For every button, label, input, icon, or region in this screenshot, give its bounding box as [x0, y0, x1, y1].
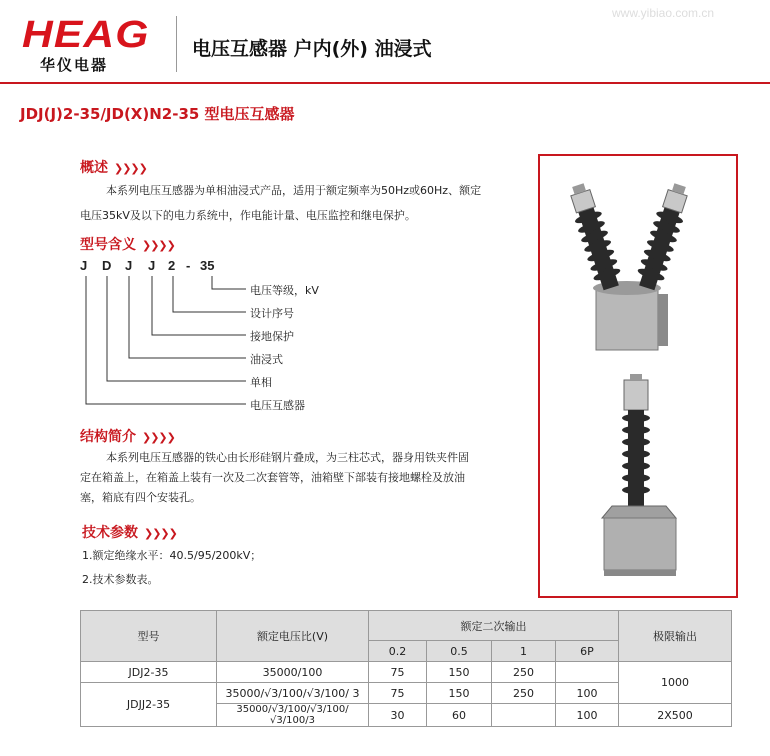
cell-model: JDJJ2-35 [81, 683, 217, 727]
cell-limit: 2X500 [619, 704, 732, 727]
chevrons-icon: ❯❯❯❯ [142, 239, 175, 252]
watermark: www.yibiao.com.cn [612, 6, 715, 20]
cell-value [492, 704, 556, 727]
transformer-photos [540, 156, 736, 596]
table-row [81, 662, 732, 683]
cell-value: 75 [369, 683, 427, 704]
cell-limit: 1000 [619, 662, 732, 704]
header-ratio: 额定电压比(V) [217, 611, 369, 662]
code-label-voltage: 电压等级，kV [250, 284, 319, 297]
cell-ratio: 35000/√3/100/√3/100/√3/100/3 [217, 704, 369, 727]
structure-heading-text: 结构简介 [80, 429, 136, 445]
chevrons-icon: ❯❯❯❯ [142, 431, 175, 444]
code-char: 2 [168, 258, 176, 273]
subheader-class: 0.5 [427, 641, 492, 662]
logo-wordmark: HEAG [22, 14, 150, 56]
code-label-single-phase: 单相 [250, 376, 272, 389]
tech-item-1: 1.额定绝缘水平：40.5/95/200kV； [82, 549, 262, 562]
subheader-class: 0.2 [369, 641, 427, 662]
subheader-class: 6P [556, 641, 619, 662]
cell-value: 100 [556, 704, 619, 727]
cell-value: 30 [369, 704, 427, 727]
code-char: J [80, 258, 88, 273]
structure-line-3: 塞，箱底有四个安装孔。 [80, 491, 201, 504]
code-char: J [125, 258, 133, 273]
code-char: J [148, 258, 156, 273]
tech-heading-text: 技术参数 [82, 525, 138, 541]
code-label-grounding: 接地保护 [250, 330, 294, 343]
structure-line-1: 本系列电压互感器的铁心由长形硅钢片叠成，为三柱芯式，器身用铁夹件固 [106, 451, 469, 464]
cell-value: 100 [556, 683, 619, 704]
cell-value: 150 [427, 683, 492, 704]
cell-model: JDJ2-35 [81, 662, 217, 683]
header-model: 型号 [81, 611, 217, 662]
header-limit-output: 极限输出 [619, 611, 732, 662]
chevrons-icon: ❯❯❯❯ [114, 162, 147, 175]
code-char: D [102, 258, 112, 273]
header-secondary-output: 额定二次输出 [369, 611, 619, 641]
tech-item-2: 2.技术参数表。 [82, 573, 159, 586]
code-label-oil: 油浸式 [250, 353, 283, 366]
overview-line-1: 本系列电压互感器为单相油浸式产品，适用于额定频率为50Hz或60Hz、额定 [106, 184, 482, 197]
double-bushing-transformer [565, 181, 694, 350]
cell-ratio: 35000/√3/100/√3/100/ 3 [217, 683, 369, 704]
structure-heading [80, 426, 175, 446]
overview-line-2: 电压35kV及以下的电力系统中，作电能计量、电压监控和继电保护。 [80, 209, 416, 222]
chevrons-icon: ❯❯❯❯ [144, 527, 177, 540]
cell-value [556, 662, 619, 683]
code-label-design: 设计序号 [250, 307, 294, 320]
code-char: 35 [200, 258, 215, 273]
cell-ratio: 35000/100 [217, 662, 369, 683]
tech-params-table [80, 610, 732, 727]
tech-heading [82, 522, 177, 542]
model-title: JDJ(J)2-35/JD(X)N2-35 型电压互感器 [20, 105, 295, 123]
cell-value: 250 [492, 662, 556, 683]
single-bushing-transformer [602, 374, 676, 576]
cell-value: 60 [427, 704, 492, 727]
cell-value: 250 [492, 683, 556, 704]
overview-heading-text: 概述 [80, 160, 108, 176]
code-label-vt: 电压互感器 [250, 399, 305, 412]
cell-value: 150 [427, 662, 492, 683]
document-title: 电压互感器 户内(外) 油浸式 [192, 38, 432, 60]
code-char: - [186, 258, 191, 273]
model-meaning-heading-text: 型号含义 [80, 237, 136, 253]
product-photo-frame [538, 154, 738, 598]
structure-line-2: 定在箱盖上，在箱盖上装有一次及二次套管等，油箱壁下部装有接地螺栓及放油 [80, 471, 465, 484]
cell-value: 75 [369, 662, 427, 683]
subheader-class: 1 [492, 641, 556, 662]
logo-chinese-name: 华仪电器 [40, 56, 109, 74]
